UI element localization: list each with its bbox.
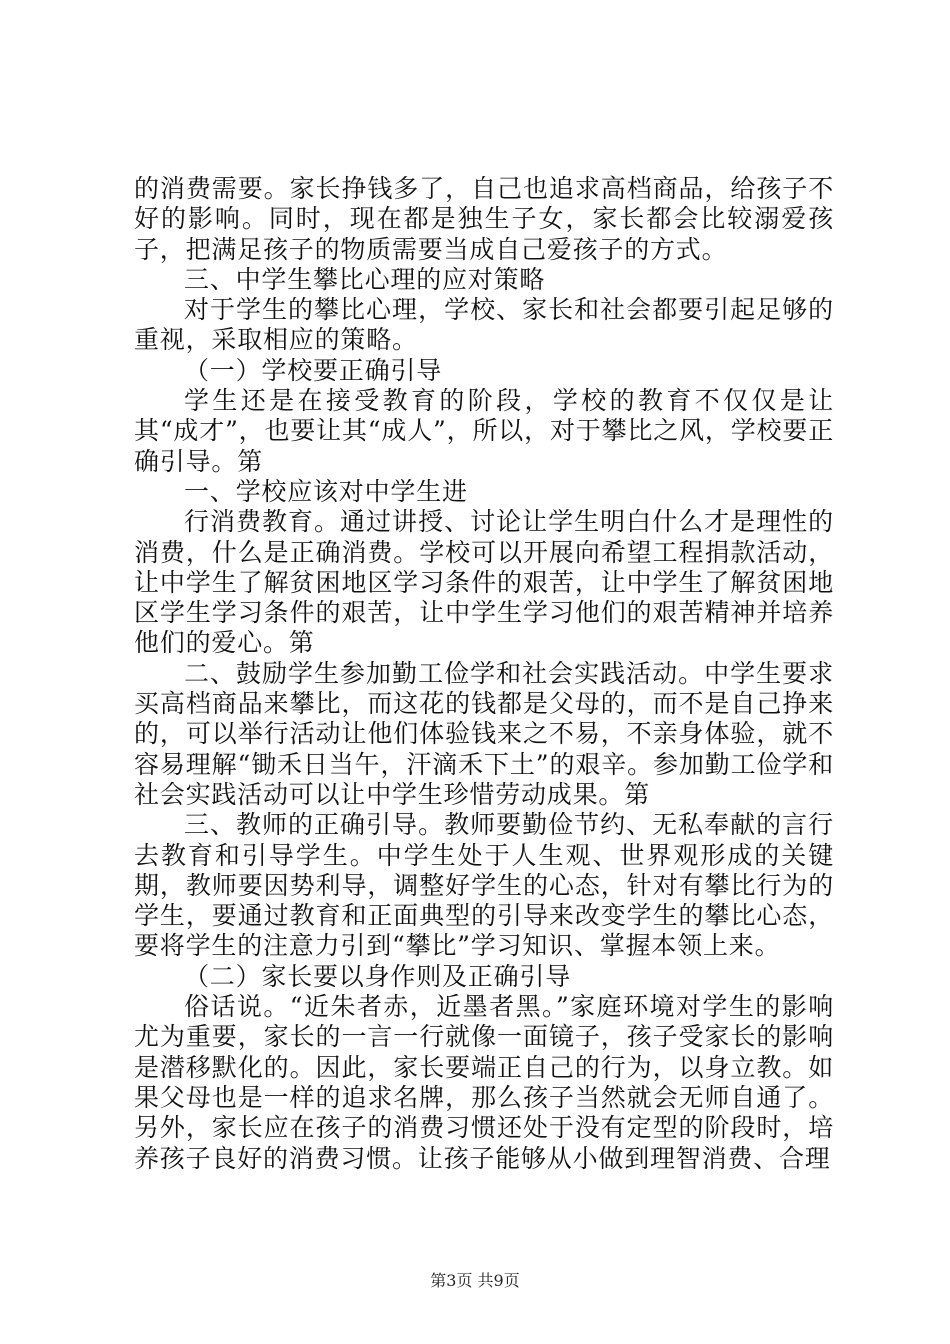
paragraph-continued: 的消费需要。家长挣钱多了，自己也追求高档商品，给孩子不好的影响。同时，现在都是独生子女，家长都会比较溺爱孩子，把满足孩子的物质需要当成自己爱孩子的方式。 [134,174,834,264]
subheading-school: （一）学校要正确引导 [184,355,443,385]
paragraph-work-study: 二、鼓励学生参加勤工俭学和社会实践活动。中学生要求买高档商品来攀比，而这花的钱都是父母的，而不是自己挣来的，可以举行活动让他们体验钱来之不易，不亲身体验，就不容易理解“锄禾日当午，汗滴禾下土”的艰辛。参加勤工俭学和社会实践活动可以让中学生珍惜劳动成果。第 [134,658,834,809]
paragraph-teacher-guidance: 三、教师的正确引导。教师要勤俭节约、无私奉献的言行去教育和引导学生。中学生处于人生观、世界观形成的关键期，教师要因势利导，调整好学生的心态，针对有攀比行为的学生，要通过教育和正面典型的引导来改变学生的攀比心态，要将学生的注意力引到“攀比”学习知识、掌握本领上来。 [134,810,834,961]
paragraph-parents-example: 俗话说。“近朱者赤，近墨者黑。”家庭环境对学生的影响尤为重要，家长的一言一行就像一面镜子，孩子受家长的影响是潜移默化的。因此，家长要端正自己的行为，以身立教。如果父母也是一样的追求名牌，那么孩子当然就会无师自通了。另外，家长应在孩子的消费习惯还处于没有定型的阶段时，培养孩子良好的消费习惯。让孩子能够从小做到理智消费、合理 [134,992,834,1173]
paragraph-consumption-education: 行消费教育。通过讲授、讨论让学生明白什么才是理性的消费，什么是正确消费。学校可以开展向希望工程捐款活动，让中学生了解贫困地区学习条件的艰苦，让中学生了解贫困地区学生学习条件的艰苦，让中学生学习他们的艰苦精神并培养他们的爱心。第 [134,507,834,658]
subheading-parents: （二）家长要以身作则及正确引导 [184,961,572,991]
page-footer: 第3页 共9页 [430,1271,520,1290]
section-heading-strategies: 三、中学生攀比心理的应对策略 [184,264,546,294]
paragraph-school-guidance: 学生还是在接受教育的阶段，学校的教育不仅仅是让其“成才”，也要让其“成人”，所以，对于攀比之风，学校要正确引导。第 [134,386,834,476]
paragraph-intro: 对于学生的攀比心理，学校、家长和社会都要引起足够的重视，采取相应的策略。 [134,295,834,355]
paragraph-item-one-heading: 一、学校应该对中学生进 [184,476,468,506]
document-body [134,174,834,1174]
